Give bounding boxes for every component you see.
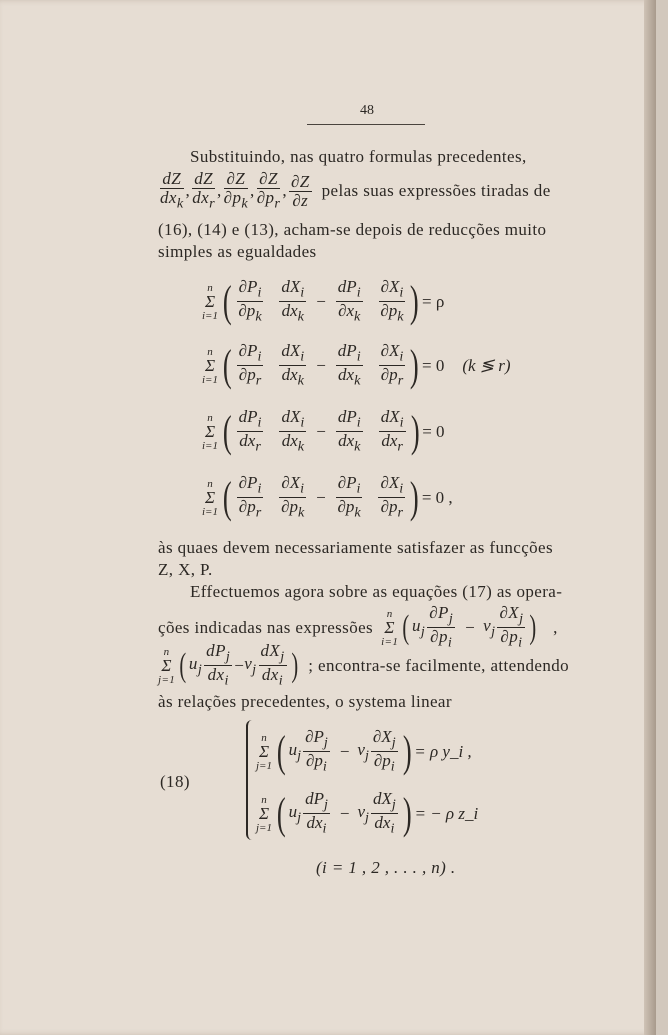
equation-4-rhs: = 0 ,	[421, 487, 453, 507]
equation-3: n Σ i=1 ( $\frac{dP_i}{dx_r}$ $\frac{dX_i}{dx_k}$ − $\frac{dP_i}{dx_k}$ $\frac{dX_i}{dx_r}$ ) = 0	[202, 406, 445, 456]
system-rhs-2: = − ρ z_i	[414, 803, 479, 823]
para1-after-fracs: pelas suas expressões tiradas de	[321, 181, 551, 201]
header-rule	[307, 124, 425, 125]
para2-line6: às relações precedentes, o systema linear	[158, 692, 452, 711]
frac-dZ-dpk: $\frac{\partial Z}{\partial p_k}$	[223, 169, 249, 212]
para2-line2: Z, X, P.	[158, 560, 213, 579]
equation-2-note: (k ≶ r)	[462, 355, 511, 375]
frac-dZ-dpr: $\frac{\partial Z}{\partial p_r}$	[256, 169, 281, 212]
page-edge	[644, 0, 656, 1035]
page-number: 48	[360, 103, 374, 118]
equation-3-rhs: = 0	[422, 421, 445, 441]
system-equation-1: n Σ j=1 ( $u_j$ $\frac{\partial P_j}{\partial p_i}$ − $v_j$ $\frac{\partial X_j}{\partial p_i}$ ) = ρ y_i ,	[256, 726, 472, 776]
frac-dZ-dz: $\frac{\partial Z}{\partial z}$	[290, 171, 310, 210]
inline-expression-1: n Σ i=1 ( $u_j$ $\frac{\partial P_j}{\partial p_i}$ − $v_j$ $\frac{\partial X_j}{\partial p_i}$ ) ,	[381, 603, 558, 651]
para1-line1: Substituindo, nas quatro formulas precedentes,	[190, 147, 527, 166]
system-rhs-1: = ρ y_i ,	[414, 741, 472, 761]
system-brace	[246, 720, 256, 840]
system-label: (18)	[160, 772, 190, 791]
inline-expression-2: n Σ j=1 ( $u_j$ $\frac{dP_j}{dx_i}$ − $v_j$ $\frac{dX_j}{dx_i}$ )	[158, 641, 298, 689]
system-index-range: (i = 1 , 2 , . . . , n) .	[316, 858, 456, 877]
equation-4: n Σ i=1 ( $\frac{\partial P_i}{\partial p_r}$ $\frac{\partial X_i}{\partial p_k}$ − $\frac{\partial P_i}{\partial p_k}$ $\frac{\partial X_i}{\partial p_r}$ ) = 0 ,	[202, 472, 453, 522]
para2-line4-text: ções indicadas nas expressões	[158, 617, 374, 637]
equation-2-rhs: = 0	[422, 355, 445, 375]
frac-dZ-dxk: $\frac{dZ}{dx_k}$	[160, 169, 184, 212]
para2-line1: às quaes devem necessariamente satisfazer as funcções	[158, 538, 554, 557]
para1-line2: $\frac{dZ}{dx_k}$ , $\frac{dZ}{dx_r}$ , $\frac{\partial Z}{\partial p_k}$ , $\frac{\partial Z}{\partial p_r}$ , $\frac{\partial Z}{\partial z}$ pelas suas expressões tiradas de	[160, 169, 551, 212]
para2-line5-text: ; encontra-se facilmente, attendendo	[308, 655, 570, 675]
equation-2: n Σ i=1 ( $\frac{\partial P_i}{\partial p_r}$ $\frac{dX_i}{dx_k}$ − $\frac{dP_i}{dx_k}$ $\frac{\partial X_i}{\partial p_r}$ ) = 0 (k ≶ r)	[202, 340, 511, 390]
system-equation-2: n Σ j=1 ( $u_j$ $\frac{dP_j}{dx_i}$ − $v_j$ $\frac{dX_j}{dx_i}$ ) = − ρ z_i	[256, 788, 479, 838]
equation-1-rhs: = ρ	[422, 291, 445, 311]
para2-line3: Effectuemos agora sobre as equações (17) as opera-	[190, 582, 563, 601]
para1-line3: (16), (14) e (13), acham-se depois de reducções muito	[158, 220, 547, 239]
para1-line4: simples as egualdades	[158, 242, 317, 261]
para2-line5	[158, 642, 569, 690]
equation-1: n Σ i=1 ( $\frac{\partial P_i}{\partial p_k}$ $\frac{dX_i}{dx_k}$ − $\frac{dP_i}{\partial x_k}$ $\frac{\partial X_i}{\partial p_k}$ ) = ρ	[202, 276, 445, 326]
summation: n Σ i=1	[202, 281, 218, 322]
frac-dZ-dxr: $\frac{dZ}{dx_r}$	[192, 169, 215, 212]
